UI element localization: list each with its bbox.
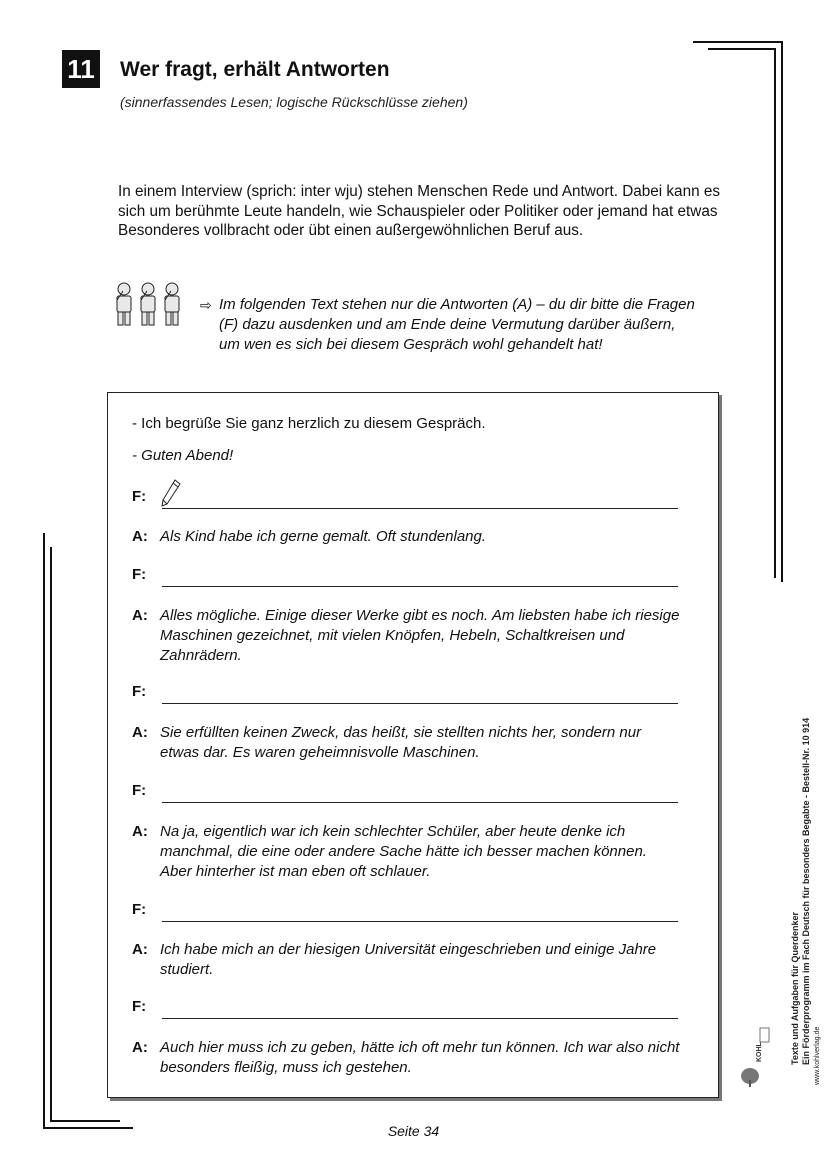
answer-text: Als Kind habe ich gerne gemalt. Oft stundenlang. <box>160 528 487 545</box>
pencil-icon <box>160 478 182 508</box>
interview-box <box>107 392 719 1098</box>
question-label: F: <box>132 566 147 583</box>
chapter-number: 11 <box>62 50 100 88</box>
answer-4 <box>132 822 682 882</box>
answer-line <box>162 508 678 509</box>
page-title: Wer fragt, erhält Antworten <box>120 58 390 81</box>
greeting-line: - Ich begrüße Sie ganz herzlich zu diesem Gespräch. <box>132 415 486 432</box>
answer-6 <box>132 1038 682 1078</box>
answer-label: A: <box>132 823 148 840</box>
greeting-reply: - Guten Abend! <box>132 447 234 464</box>
answer-line <box>162 802 678 803</box>
answer-label: A: <box>132 607 148 624</box>
publisher-logo <box>738 1022 774 1088</box>
arrow-right-icon: ⇨ <box>200 297 212 313</box>
question-field-2[interactable] <box>132 566 678 586</box>
question-field-5[interactable] <box>132 901 678 921</box>
answer-text: Na ja, eigentlich war ich kein schlechter Schüler, aber heute denke ich manchmal, die eine oder andere Sache hätte ich besser machen können. Aber hinterher ist man eben oft schlauer. <box>160 823 647 880</box>
corner-line-top-inner <box>708 48 775 50</box>
answer-2 <box>132 606 682 666</box>
question-field-4[interactable] <box>132 782 678 802</box>
question-label: F: <box>132 488 147 505</box>
answer-1 <box>132 527 682 547</box>
publisher-url: www.kohlverlag.de <box>814 1026 821 1085</box>
sidebar-publication-info <box>790 615 824 1085</box>
answer-line <box>162 586 678 587</box>
answer-text: Auch hier muss ich zu geben, hätte ich oft mehr tun können. Ich war also nicht besonders fleißig, muss ich gestehen. <box>160 1039 680 1076</box>
answer-text: Sie erfüllten keinen Zweck, das heißt, sie stellten nichts her, sondern nur etwas dar. Es waren geheimnisvolle Maschinen. <box>160 724 642 761</box>
question-label: F: <box>132 901 147 918</box>
page-number: Seite 34 <box>387 1123 440 1139</box>
corner-line-top-outer <box>693 41 782 43</box>
corner-line-bottom-inner <box>50 1120 120 1122</box>
instruction-text: Im folgenden Text stehen nur die Antworten (A) – du dir bitte die Fragen (F) dazu ausdenken und am Ende deine Vermutung darüber äußern, um wen es sich bei diesem Gespräch wohl gehandelt hat! <box>219 296 695 353</box>
question-label: F: <box>132 683 147 700</box>
answer-label: A: <box>132 1039 148 1056</box>
answer-text: Ich habe mich an der hiesigen Universität eingeschrieben und einige Jahre studiert. <box>160 941 657 978</box>
answer-line <box>162 703 678 704</box>
question-label: F: <box>132 998 147 1015</box>
corner-line-right-outer <box>781 41 783 582</box>
page-subtitle: (sinnerfassendes Lesen; logische Rückschlüsse ziehen) <box>120 94 468 110</box>
answer-label: A: <box>132 528 148 545</box>
thinking-figures-icon <box>112 281 188 329</box>
answer-line <box>162 921 678 922</box>
answer-label: A: <box>132 724 148 741</box>
intro-paragraph: In einem Interview (sprich: inter wju) stehen Menschen Rede und Antwort. Dabei kann es sich um berühmte Leute handeln, wie Schauspieler oder Politiker oder jemand hat etwas Besonderes vollbracht oder übt einen außergewöhnlichen Beruf aus. <box>118 183 720 239</box>
question-label: F: <box>132 782 147 799</box>
answer-label: A: <box>132 941 148 958</box>
sidebar-title: Texte und Aufgaben für Querdenker <box>790 911 800 1065</box>
corner-line-left-inner <box>50 547 52 1122</box>
answer-3 <box>132 723 682 763</box>
instruction <box>200 295 700 355</box>
corner-line-right-inner <box>774 48 776 578</box>
answer-line <box>162 1018 678 1019</box>
question-field-3[interactable] <box>132 683 678 703</box>
answer-5 <box>132 940 682 980</box>
question-field-1[interactable] <box>132 488 678 508</box>
sidebar-subtitle: Ein Förderprogramm im Fach Deutsch für besonders Begabte - Bestell-Nr. 10 914 <box>801 717 811 1065</box>
question-field-6[interactable] <box>132 998 678 1018</box>
answer-text: Alles mögliche. Einige dieser Werke gibt es noch. Am liebsten habe ich riesige Maschinen gezeichnet, mit vielen Knöpfen, Hebeln, Schaltkreisen und Zahnrädern. <box>160 607 680 664</box>
corner-line-left-outer <box>43 533 45 1129</box>
logo-text: KOHL <box>756 1042 763 1062</box>
